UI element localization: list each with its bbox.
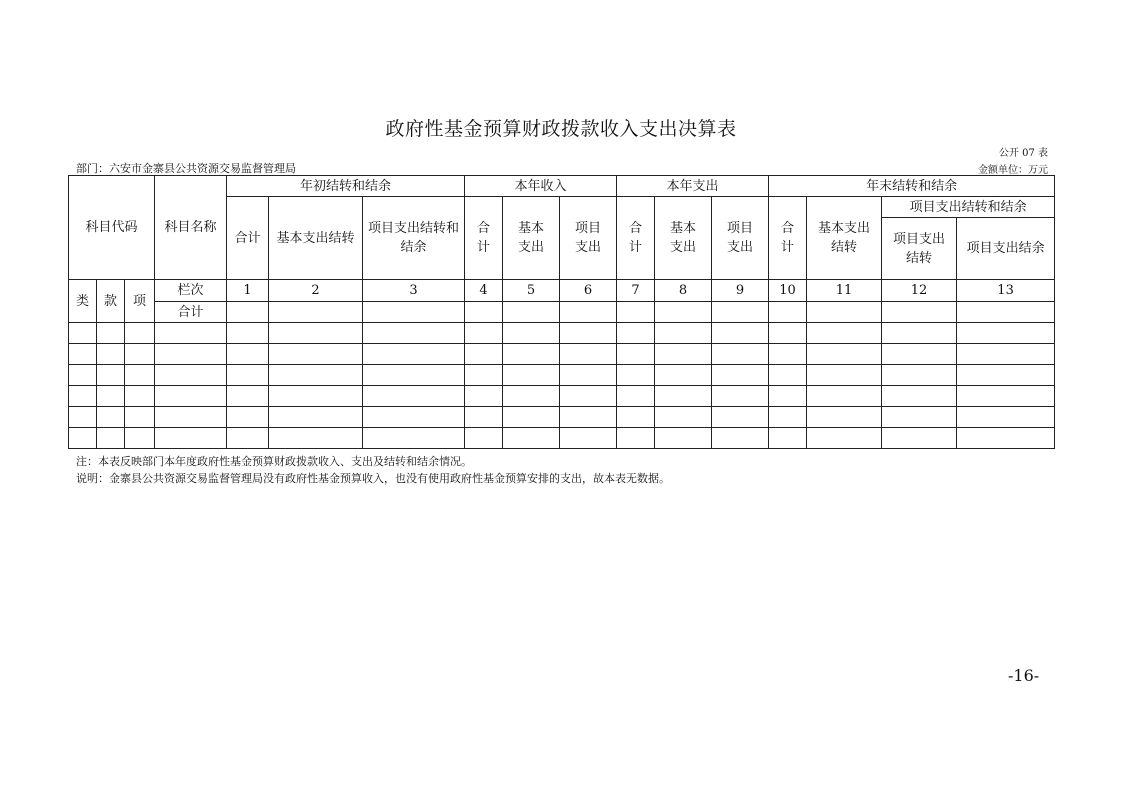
table-cell xyxy=(882,365,957,386)
header-expense-total: 合计 xyxy=(617,197,655,280)
header-begin-total: 合计 xyxy=(227,197,269,280)
column-number: 12 xyxy=(882,280,957,302)
table-row xyxy=(69,386,1055,407)
table-cell xyxy=(560,428,617,449)
header-kuan: 款 xyxy=(97,280,125,323)
table-cell xyxy=(363,365,465,386)
table-cell xyxy=(560,302,617,323)
column-number: 1 xyxy=(227,280,269,302)
table-row xyxy=(69,365,1055,386)
table-cell xyxy=(155,407,227,428)
header-expense-basic: 基本支出 xyxy=(655,197,712,280)
table-cell xyxy=(69,365,97,386)
table-cell xyxy=(503,323,560,344)
table-cell xyxy=(617,428,655,449)
table-row xyxy=(69,407,1055,428)
header-lei: 类 xyxy=(69,280,97,323)
column-number: 9 xyxy=(712,280,769,302)
table-cell xyxy=(363,407,465,428)
table-cell xyxy=(97,428,125,449)
header-column-no: 栏次 xyxy=(155,280,227,302)
column-number: 13 xyxy=(957,280,1055,302)
table-cell xyxy=(269,407,363,428)
table-cell xyxy=(560,386,617,407)
header-begin-basic-carry: 基本支出结转 xyxy=(269,197,363,280)
sum-row-label: 合计 xyxy=(155,302,227,323)
column-number: 4 xyxy=(465,280,503,302)
table-cell xyxy=(269,386,363,407)
table-cell xyxy=(882,386,957,407)
blank-rows xyxy=(69,323,1055,449)
column-number: 7 xyxy=(617,280,655,302)
table-cell xyxy=(227,386,269,407)
table-cell xyxy=(465,428,503,449)
table-cell xyxy=(227,323,269,344)
table-cell xyxy=(655,428,712,449)
table-cell xyxy=(617,365,655,386)
table-cell xyxy=(769,323,807,344)
header-group-begin: 年初结转和结余 xyxy=(227,176,465,197)
table-cell xyxy=(97,407,125,428)
table-cell xyxy=(125,386,155,407)
table-cell xyxy=(655,365,712,386)
header-subject-name: 科目名称 xyxy=(155,176,227,280)
table-cell xyxy=(712,344,769,365)
header-income-basic: 基本支出 xyxy=(503,197,560,280)
table-cell xyxy=(617,386,655,407)
table-cell xyxy=(227,344,269,365)
header-xiang: 项 xyxy=(125,280,155,323)
table-cell xyxy=(363,428,465,449)
table-cell xyxy=(882,344,957,365)
table-cell xyxy=(125,428,155,449)
table-cell xyxy=(882,323,957,344)
table-cell xyxy=(155,323,227,344)
table-cell xyxy=(227,302,269,323)
table-cell xyxy=(503,344,560,365)
table-cell xyxy=(712,386,769,407)
table-cell xyxy=(560,323,617,344)
table-cell xyxy=(155,386,227,407)
column-number: 3 xyxy=(363,280,465,302)
table-cell xyxy=(560,344,617,365)
table-cell xyxy=(957,428,1055,449)
table-cell xyxy=(882,428,957,449)
table-cell xyxy=(655,386,712,407)
table-cell xyxy=(503,428,560,449)
header-begin-project: 项目支出结转和结余 xyxy=(363,197,465,280)
page-number: -16- xyxy=(1008,666,1040,685)
table-cell xyxy=(957,386,1055,407)
table-cell xyxy=(363,344,465,365)
table-cell xyxy=(712,428,769,449)
table-cell xyxy=(227,407,269,428)
header-group-end: 年末结转和结余 xyxy=(769,176,1055,197)
table-cell xyxy=(155,344,227,365)
table-cell xyxy=(97,386,125,407)
table-cell xyxy=(957,344,1055,365)
table-cell xyxy=(807,386,882,407)
table-cell xyxy=(712,323,769,344)
table-cell xyxy=(363,386,465,407)
table-cell xyxy=(769,386,807,407)
table-cell xyxy=(655,344,712,365)
table-cell xyxy=(69,323,97,344)
table-cell xyxy=(465,386,503,407)
table-cell xyxy=(155,428,227,449)
table-cell xyxy=(712,407,769,428)
table-cell xyxy=(957,407,1055,428)
column-number: 6 xyxy=(560,280,617,302)
table-cell xyxy=(125,407,155,428)
table-cell xyxy=(807,344,882,365)
table-cell xyxy=(807,407,882,428)
table-cell xyxy=(465,365,503,386)
table-cell xyxy=(807,323,882,344)
table-cell xyxy=(97,365,125,386)
table-cell xyxy=(227,428,269,449)
table-cell xyxy=(655,323,712,344)
table-cell xyxy=(882,407,957,428)
department-label: 部门：六安市金寨县公共资源交易监督管理局 xyxy=(76,162,296,175)
table-cell xyxy=(957,365,1055,386)
table-cell xyxy=(617,323,655,344)
form-number: 公开 07 表 xyxy=(998,148,1048,159)
note-text: 注：本表反映部门本年度政府性基金预算财政拨款收入、支出及结转和结余情况。 xyxy=(76,455,472,468)
table-cell xyxy=(125,344,155,365)
header-end-total: 合计 xyxy=(769,197,807,280)
notes xyxy=(76,453,670,487)
budget-table xyxy=(68,175,1055,449)
table-cell xyxy=(97,323,125,344)
table-cell xyxy=(155,365,227,386)
table-cell xyxy=(769,344,807,365)
table-cell xyxy=(69,407,97,428)
header-income-project: 项目支出 xyxy=(560,197,617,280)
column-number: 8 xyxy=(655,280,712,302)
table-cell xyxy=(503,365,560,386)
header-end-project-carry: 项目支出结转 xyxy=(882,218,957,280)
column-number: 11 xyxy=(807,280,882,302)
explain-text: 说明：金寨县公共资源交易监督管理局没有政府性基金预算收入，也没有使用政府性基金预算安排的支出，故本表无数据。 xyxy=(76,472,670,485)
sum-row xyxy=(69,302,1055,323)
header-end-project-balance: 项目支出结余 xyxy=(957,218,1055,280)
table-cell xyxy=(807,428,882,449)
header-end-project-sub: 项目支出结转和结余 xyxy=(882,197,1055,218)
table-cell xyxy=(269,428,363,449)
header-end-basic-carry: 基本支出结转 xyxy=(807,197,882,280)
header-expense-project: 项目支出 xyxy=(712,197,769,280)
table-cell xyxy=(97,344,125,365)
table-cell xyxy=(769,407,807,428)
header-group-expense: 本年支出 xyxy=(617,176,769,197)
table-cell xyxy=(227,365,269,386)
table-cell xyxy=(125,365,155,386)
table-cell xyxy=(503,407,560,428)
table-cell xyxy=(503,302,560,323)
table-cell xyxy=(69,428,97,449)
table-cell xyxy=(503,386,560,407)
header-group-income: 本年收入 xyxy=(465,176,617,197)
header-income-total: 合计 xyxy=(465,197,503,280)
table-cell xyxy=(957,302,1055,323)
table-cell xyxy=(560,407,617,428)
table-cell xyxy=(769,302,807,323)
amount-unit: 金额单位：万元 xyxy=(978,165,1048,176)
table-cell xyxy=(465,344,503,365)
header-subject-code: 科目代码 xyxy=(69,176,155,280)
table-cell xyxy=(655,302,712,323)
column-number: 2 xyxy=(269,280,363,302)
table-cell xyxy=(560,365,617,386)
table-cell xyxy=(363,323,465,344)
table-cell xyxy=(882,302,957,323)
table-cell xyxy=(807,302,882,323)
table-cell xyxy=(712,302,769,323)
table-cell xyxy=(465,302,503,323)
page-title: 政府性基金预算财政拨款收入支出决算表 xyxy=(385,118,737,140)
table-cell xyxy=(769,365,807,386)
table-cell xyxy=(769,428,807,449)
table-cell xyxy=(465,407,503,428)
table-cell xyxy=(363,302,465,323)
table-row xyxy=(69,323,1055,344)
table-cell xyxy=(712,365,769,386)
table-cell xyxy=(465,323,503,344)
column-number: 10 xyxy=(769,280,807,302)
table-cell xyxy=(125,323,155,344)
table-cell xyxy=(655,407,712,428)
table-cell xyxy=(617,407,655,428)
table-cell xyxy=(69,386,97,407)
table-cell xyxy=(69,344,97,365)
table-cell xyxy=(269,302,363,323)
table-cell xyxy=(269,344,363,365)
table-cell xyxy=(617,344,655,365)
table-row xyxy=(69,344,1055,365)
table-cell xyxy=(269,323,363,344)
table-cell xyxy=(957,323,1055,344)
table-row xyxy=(69,428,1055,449)
table-cell xyxy=(617,302,655,323)
column-number: 5 xyxy=(503,280,560,302)
table-cell xyxy=(269,365,363,386)
table-cell xyxy=(807,365,882,386)
